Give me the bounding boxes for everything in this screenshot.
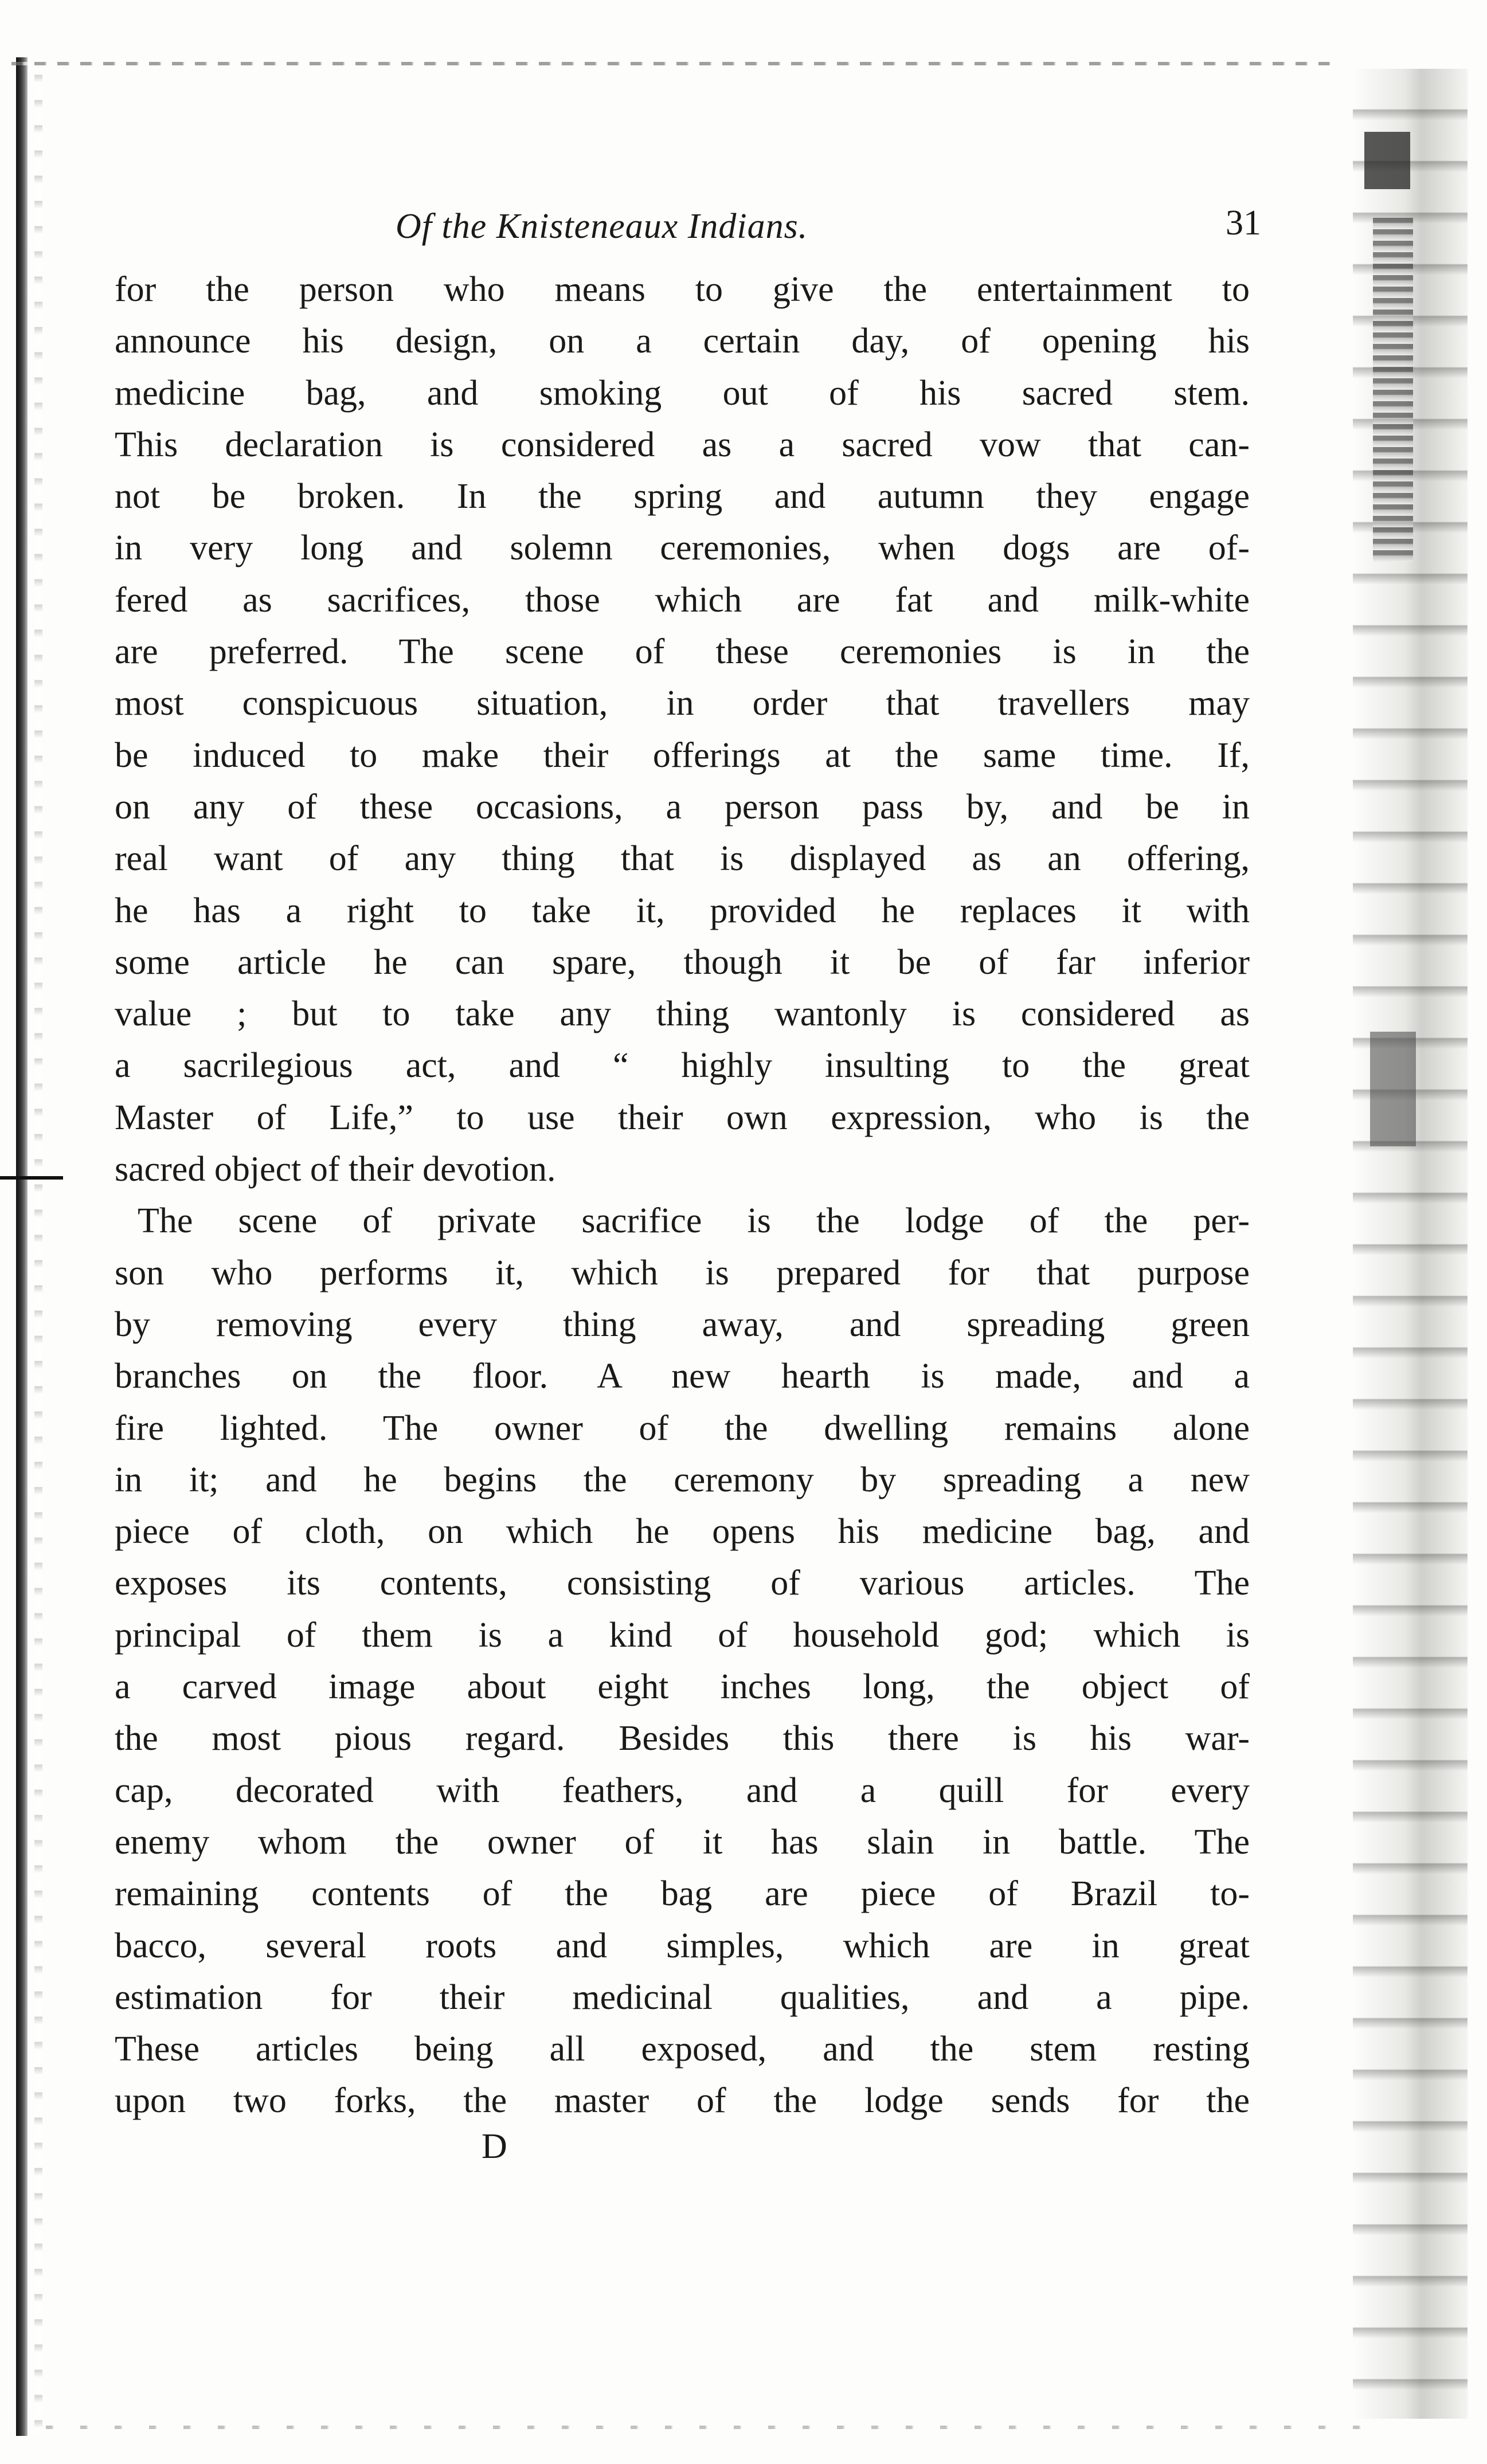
text-line: estimation for their medicinal qualities, and a pipe. (115, 1977, 1250, 2017)
text-line: These articles being all exposed, and the stem resting (115, 2030, 1250, 2069)
top-page-edge (11, 62, 1330, 65)
spine-edge-marks (34, 57, 42, 2436)
text-line: piece of cloth, on which he opens his medicine bag, and (115, 1512, 1250, 1552)
text-line: in it; and he begins the ceremony by spreading a new (115, 1460, 1250, 1499)
text-line: the most pious regard. Besides this there is his war- (115, 1719, 1250, 1758)
page-number: 31 (1226, 203, 1261, 242)
bottom-page-edge (46, 2426, 1364, 2429)
text-line: The scene of private sacrifice is the lodge of the per- (138, 1201, 1250, 1241)
text-line: not be broken. In the spring and autumn they engage (115, 477, 1250, 516)
text-line: real want of any thing that is displayed as an offering, (115, 839, 1250, 879)
right-edge-shadow (1373, 218, 1413, 562)
text-line: by removing every thing away, and spreading green (115, 1305, 1250, 1344)
text-line: for the person who means to give the entertainment to (115, 270, 1250, 309)
running-head (115, 195, 1261, 258)
text-line: are preferred. The scene of these ceremonies is in the (115, 632, 1250, 672)
book-spine-shadow (16, 57, 28, 2436)
text-line: most conspicuous situation, in order that travellers may (115, 684, 1250, 723)
text-line: medicine bag, and smoking out of his sacred stem. (115, 373, 1250, 413)
text-line: cap, decorated with feathers, and a quill for every (115, 1770, 1250, 1810)
text-line: value ; but to take any thing wantonly is considered as (115, 994, 1250, 1034)
right-edge-shadow (1364, 132, 1410, 189)
text-line: enemy whom the owner of it has slain in battle. The (115, 1822, 1250, 1862)
text-line: announce his design, on a certain day, of opening his (115, 322, 1250, 361)
text-line: a sacrilegious act, and “ highly insulting to the great (115, 1046, 1250, 1086)
text-line: he has a right to take it, provided he replaces it with (115, 891, 1250, 930)
right-edge-shadow (1370, 1032, 1416, 1146)
text-line: This declaration is considered as a sacred vow that can- (115, 425, 1250, 464)
signature-mark: D (482, 2127, 507, 2166)
text-line: son who performs it, which is prepared for that purpose (115, 1253, 1250, 1292)
running-title: Of the Knisteneaux Indians. (396, 207, 808, 246)
text-line: be induced to make their offerings at the same time. If, (115, 735, 1250, 775)
text-line: fire lighted. The owner of the dwelling remains alone (115, 1408, 1250, 1448)
text-line: upon two forks, the master of the lodge sends for the (115, 2081, 1250, 2121)
text-line: branches on the floor. A new hearth is made, and a (115, 1357, 1250, 1396)
text-line: sacred object of their devotion. (115, 1150, 556, 1189)
text-line: Master of Life,” to use their own expression, who is the (115, 1098, 1250, 1137)
text-line: in very long and solemn ceremonies, when dogs are of- (115, 528, 1250, 568)
margin-mark (0, 1176, 63, 1180)
text-line: some article he can spare, though it be of far inferior (115, 942, 1250, 982)
text-line: fered as sacrifices, those which are fat and milk-white (115, 580, 1250, 620)
text-line: on any of these occasions, a person pass by, and be in (115, 787, 1250, 826)
paragraph (115, 264, 1250, 1195)
text-line: a carved image about eight inches long, the object of (115, 1667, 1250, 1707)
page-content (115, 195, 1261, 2127)
text-line: bacco, several roots and simples, which are in great (115, 1926, 1250, 1965)
text-line: exposes its contents, consisting of various articles. The (115, 1564, 1250, 1603)
text-line: principal of them is a kind of household god; which is (115, 1615, 1250, 1655)
text-line: remaining contents of the bag are piece of Brazil to- (115, 1874, 1250, 1914)
paragraph (115, 1195, 1250, 2126)
